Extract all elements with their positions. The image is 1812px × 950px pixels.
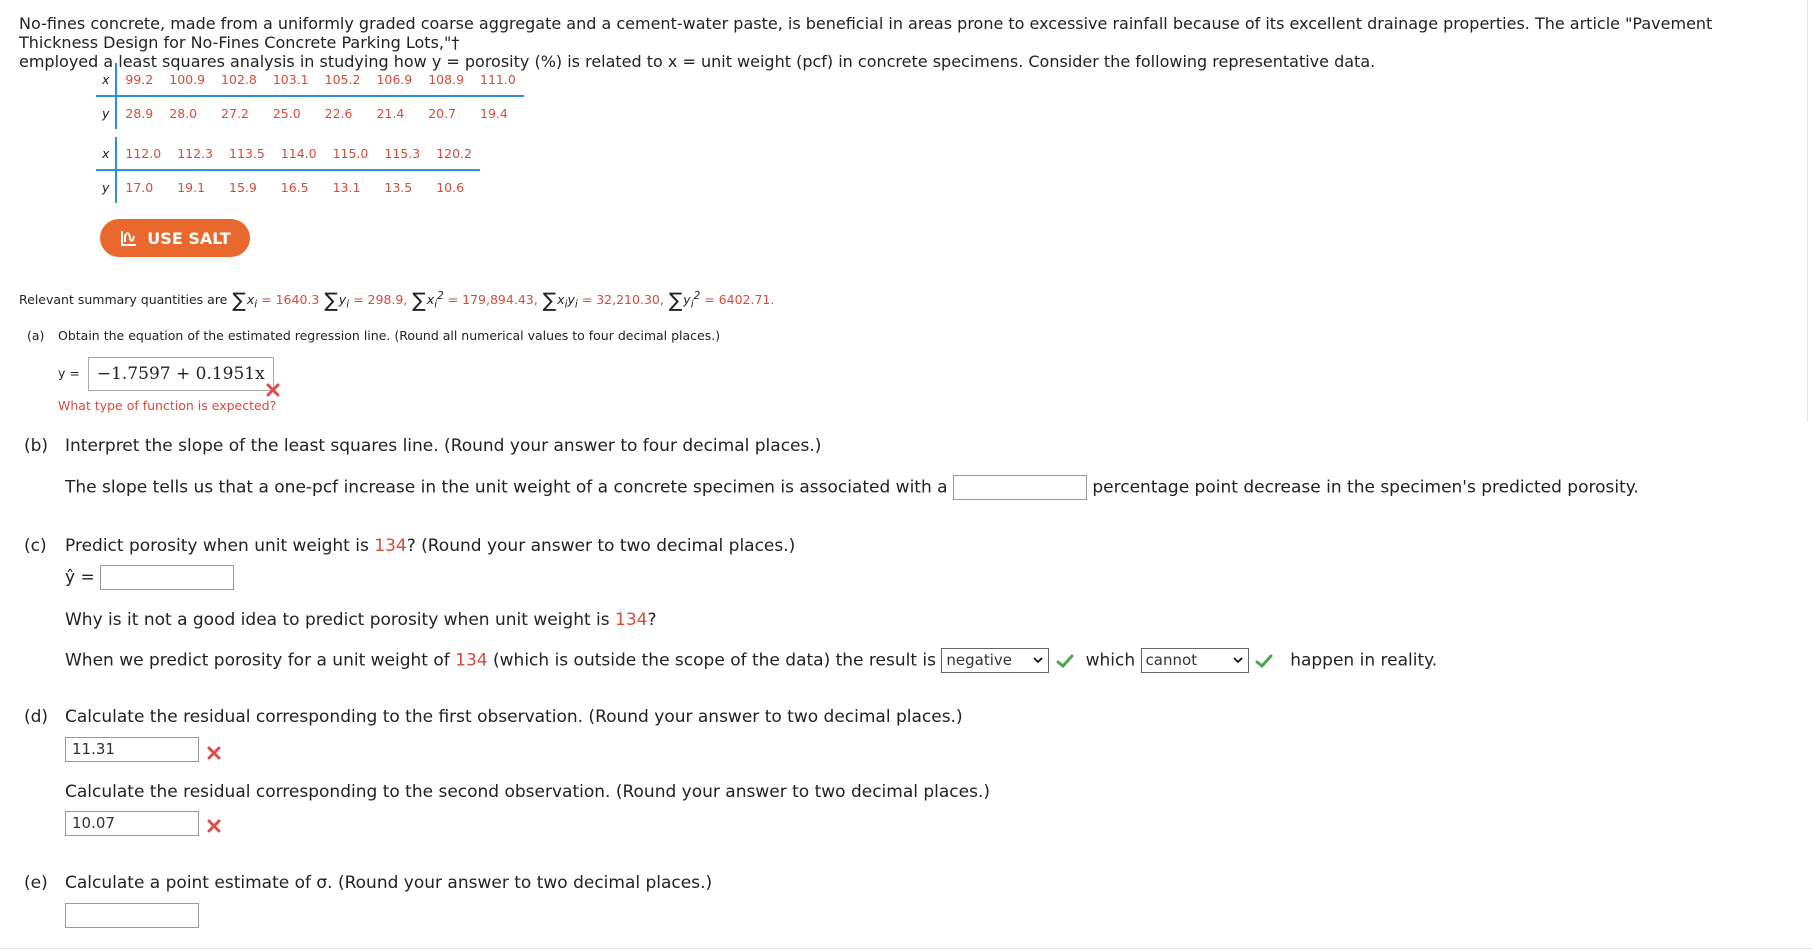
table-cell-y: 28.9 [125, 105, 154, 121]
summary-quantities: Relevant summary quantities are $\sum x_i = 1640.3$ $\sum y_i = 298.9$, $\sum x_i^2 = 179,894.43$, $\sum x_iy_i = 32,210.30$, $\sum y_i^2 = 6402.71$. [19, 288, 775, 312]
part-c-prompt [65, 536, 795, 556]
table-cell-y: 13.1 [332, 179, 361, 195]
part-d-answer-2 [65, 811, 199, 836]
chevron-down-icon [1033, 655, 1043, 665]
why-value: 134 [615, 610, 648, 630]
table-cell-x: 106.9 [368, 63, 420, 96]
part-a-answer [58, 357, 274, 391]
incorrect-icon [206, 818, 222, 834]
table-cell-x: 103.1 [265, 63, 317, 96]
part-d-answer-1 [65, 737, 199, 762]
slope-input[interactable] [953, 475, 1087, 500]
sigma-symbol: ∑ [542, 288, 557, 312]
bottom-divider [0, 948, 1812, 949]
part-e-answer [65, 903, 199, 928]
part-c-prompt-before: Predict porosity when unit weight is [65, 536, 369, 556]
table-cell-x: 120.2 [428, 137, 480, 170]
table-cell-x: 102.8 [213, 63, 265, 96]
part-d-prompt-1: Calculate the residual corresponding to the first observation. (Round your answer to two decimal places.) [65, 707, 963, 727]
problem-header [0, 0, 1812, 422]
table-cell-x: 115.0 [325, 137, 377, 170]
intro-line-2: employed a least squares analysis in studying how y = porosity (%) is related to x = unit weight (pcf) in concrete specimens. Consider the following representative data. [19, 52, 1376, 71]
part-b-sentence [65, 475, 1639, 500]
table-cell-y: 25.0 [272, 105, 301, 121]
table-cell-x: 99.2 [116, 63, 161, 96]
part-e-label: (e) [24, 873, 48, 893]
part-c-label: (c) [24, 536, 47, 556]
summary-prefix: Relevant summary quantities are [19, 292, 228, 307]
part-d-label: (d) [24, 707, 49, 727]
when-text: When we predict porosity for a unit weight of [65, 650, 450, 671]
y-equals-label: y = [58, 365, 80, 381]
result-sign-value: negative [946, 651, 1013, 669]
part-c-yhat-row [65, 565, 234, 590]
part-c-when-row [65, 648, 1437, 673]
part-b-text-before: The slope tells us that a one-pcf increase in the unit weight of a concrete specimen is associated with a [65, 477, 948, 498]
happen-text: happen in reality. [1290, 650, 1438, 671]
part-c-prompt-after: ? (Round your answer to two decimal places.) [406, 536, 796, 556]
table-cell-x: 111.0 [472, 63, 524, 96]
table-cell-x: 112.0 [116, 137, 169, 170]
residual-2-input[interactable]: 10.07 [65, 811, 199, 836]
sum-xy: = 32,210.30, [581, 292, 664, 307]
sigma-estimate-input[interactable] [65, 903, 199, 928]
why-after: ? [647, 610, 657, 630]
table-cell-x: 113.5 [221, 137, 273, 170]
use-salt-button[interactable] [100, 219, 250, 257]
table-cell-y: 20.7 [428, 105, 457, 121]
part-a-hint: What type of function is expected? [58, 398, 277, 413]
when-middle: (which is outside the scope of the data) the result is [493, 650, 936, 671]
incorrect-icon [206, 745, 222, 761]
table-y-label: y [96, 170, 116, 203]
sum-y: = 298.9, [353, 292, 408, 307]
why-text: Why is it not a good idea to predict porosity when unit weight is [65, 610, 610, 630]
part-c-value: 134 [374, 536, 407, 556]
table-cell-x: 105.2 [317, 63, 369, 96]
table-cell-y: 17.0 [125, 179, 154, 195]
part-a-text: Obtain the equation of the estimated regression line. (Round all numerical values to four decimal places.) [58, 328, 721, 343]
table-x-label: x [96, 137, 116, 170]
data-table-2 [96, 137, 480, 203]
table-cell-x: 112.3 [169, 137, 221, 170]
table-cell-y: 21.4 [376, 105, 405, 121]
table-cell-y: 16.5 [280, 179, 309, 195]
table-cell-y: 19.1 [177, 179, 206, 195]
possibility-select[interactable] [1141, 648, 1249, 673]
table-cell-y: 19.4 [480, 105, 508, 121]
table-y-label: y [96, 96, 116, 129]
use-salt-label: USE SALT [147, 228, 231, 248]
part-a-prompt [27, 328, 720, 343]
sigma-symbol: ∑ [324, 288, 338, 312]
table-cell-x: 115.3 [376, 137, 428, 170]
result-sign-select[interactable] [941, 648, 1049, 673]
chart-icon [119, 228, 139, 248]
correct-icon [1055, 653, 1075, 669]
sum-x2: = 179,894.43, [447, 292, 538, 307]
table-cell-x: 100.9 [161, 63, 213, 96]
part-b-label: (b) [24, 436, 49, 456]
possibility-value: cannot [1145, 651, 1198, 669]
correct-icon [1254, 653, 1274, 669]
table-cell-x: 108.9 [420, 63, 472, 96]
table-cell-y: 10.6 [436, 179, 465, 195]
table-cell-y: 28.0 [169, 105, 198, 121]
incorrect-icon [265, 382, 281, 398]
data-table-1 [96, 63, 524, 129]
chevron-down-icon [1233, 655, 1243, 665]
which-text: which [1085, 650, 1136, 671]
part-b-text-after: percentage point decrease in the specimen's predicted porosity. [1092, 477, 1639, 498]
table-x-label: x [96, 63, 116, 96]
table-cell-y: 27.2 [221, 105, 249, 121]
part-c-why [65, 610, 657, 630]
table-cell-x: 114.0 [273, 137, 325, 170]
panel-divider [1807, 0, 1808, 422]
table-cell-y: 22.6 [324, 105, 353, 121]
table-cell-y: 13.5 [384, 179, 413, 195]
part-d-prompt-2: Calculate the residual corresponding to the second observation. (Round your answer to two decimal places.) [65, 782, 990, 802]
yhat-label: ŷ = [65, 567, 95, 588]
part-e-prompt: Calculate a point estimate of σ. (Round your answer to two decimal places.) [65, 873, 713, 893]
porosity-prediction-input[interactable] [100, 565, 234, 590]
regression-answer-field[interactable]: −1.7597 + 0.1951x [88, 357, 274, 391]
sum-x: = 1640.3 [261, 292, 320, 307]
sigma-symbol: ∑ [412, 288, 426, 312]
part-a-label: (a) [27, 328, 45, 343]
sum-y2: = 6402.71. [704, 292, 775, 307]
sigma-symbol: ∑ [232, 288, 246, 312]
intro-line-1: No-fines concrete, made from a uniformly graded coarse aggregate and a cement-water paste, is beneficial in areas prone to excessive rainfall because of its excellent drainage properties. The article "Pavement Thickness Design for No-Fines Concrete Parking Lots,"† [19, 14, 1713, 52]
table-cell-y: 15.9 [229, 179, 257, 195]
when-value: 134 [455, 650, 488, 671]
residual-1-input[interactable]: 11.31 [65, 737, 199, 762]
part-b-prompt: Interpret the slope of the least squares line. (Round your answer to four decimal places.) [65, 436, 822, 456]
sigma-symbol: ∑ [668, 288, 683, 312]
